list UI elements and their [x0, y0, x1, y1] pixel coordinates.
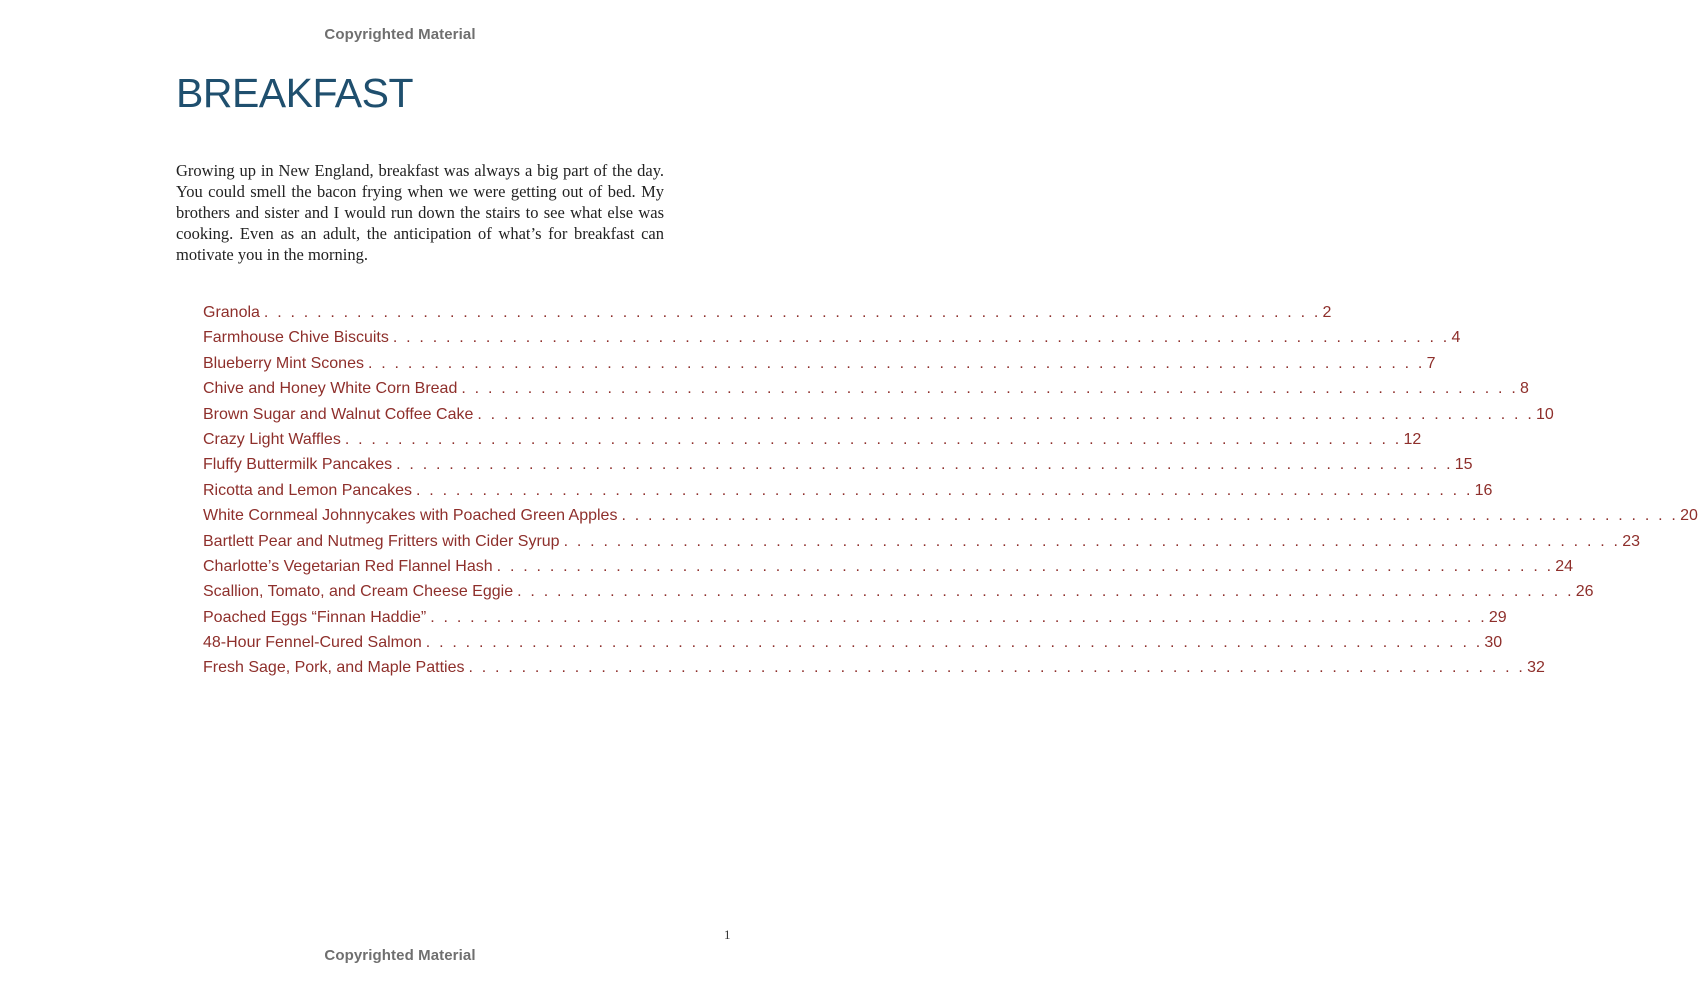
- toc-dot-leader: . . . . . . . . . . . . . . . . . . . . . . . . . . . . . . . . . . . . . . . . . . . . . . . . . . . . . . . . . . . . . . . . . . . . . . . . . . . . . . . .: [621, 507, 1679, 525]
- toc-entry-title: 48-Hour Fennel-Cured Salmon: [203, 634, 422, 652]
- toc-entry[interactable]: [203, 481, 1493, 507]
- toc-entry[interactable]: [203, 405, 1554, 431]
- toc-dot-leader: . . . . . . . . . . . . . . . . . . . . . . . . . . . . . . . . . . . . . . . . . . . . . . . . . . . . . . . . . . . . . . . . . . . . . . . . . . . . . . . .: [396, 456, 1453, 474]
- toc-entry-page: 10: [1535, 405, 1554, 423]
- toc-entry[interactable]: [203, 659, 1545, 684]
- toc-entry[interactable]: [203, 608, 1507, 634]
- toc-entry-title: White Cornmeal Johnnycakes with Poached Green Apples: [203, 507, 618, 525]
- toc-entry-page: 23: [1622, 532, 1640, 550]
- toc-entry-title: Bartlett Pear and Nutmeg Fritters with Cider Syrup: [203, 532, 560, 550]
- toc-entry-page: 29: [1488, 608, 1507, 626]
- recipe-table-of-contents: [203, 304, 1698, 685]
- toc-entry[interactable]: [203, 380, 1529, 405]
- toc-dot-leader: . . . . . . . . . . . . . . . . . . . . . . . . . . . . . . . . . . . . . . . . . . . . . . . . . . . . . . . . . . . . . . . . . . . . . . . . . . . . . . . .: [263, 304, 1321, 321]
- toc-entry-page: 7: [1426, 354, 1436, 372]
- toc-entry-page: 32: [1527, 659, 1545, 677]
- toc-entry-page: 4: [1451, 329, 1461, 347]
- toc-entry[interactable]: [203, 329, 1461, 354]
- toc-entry[interactable]: [203, 430, 1422, 456]
- toc-entry[interactable]: [203, 583, 1594, 608]
- toc-entry-title: Charlotte’s Vegetarian Red Flannel Hash: [203, 557, 493, 575]
- toc-dot-leader: . . . . . . . . . . . . . . . . . . . . . . . . . . . . . . . . . . . . . . . . . . . . . . . . . . . . . . . . . . . . . . . . . . . . . . . . . . . . . . . .: [344, 430, 1402, 448]
- chapter-intro: Growing up in New England, breakfast was always a big part of the day. You could smell the bacon frying when we were getting out of bed. My brothers and sister and I would run down the stairs to see what else was cooking. Even as an adult, the anticipation of what’s for breakfast can motivate you in the morning.: [176, 161, 664, 264]
- toc-entry-page: 2: [1322, 304, 1332, 321]
- toc-entry-page: 24: [1555, 557, 1574, 575]
- toc-dot-leader: . . . . . . . . . . . . . . . . . . . . . . . . . . . . . . . . . . . . . . . . . . . . . . . . . . . . . . . . . . . . . . . . . . . . . . . . . . . . . . . .: [430, 608, 1487, 626]
- toc-entry[interactable]: [203, 557, 1574, 583]
- toc-entry-page: 15: [1454, 456, 1473, 474]
- toc-entry-page: 16: [1474, 481, 1493, 499]
- toc-entry[interactable]: [203, 532, 1640, 558]
- toc-entry[interactable]: [203, 507, 1698, 532]
- toc-entry-page: 8: [1519, 380, 1529, 398]
- toc-entry-page: 20: [1680, 507, 1698, 525]
- toc-entry-title: Crazy Light Waffles: [203, 430, 341, 448]
- page-number: 1: [724, 927, 731, 942]
- toc-entry[interactable]: [203, 456, 1473, 481]
- toc-dot-leader: . . . . . . . . . . . . . . . . . . . . . . . . . . . . . . . . . . . . . . . . . . . . . . . . . . . . . . . . . . . . . . . . . . . . . . . . . . . . . . . .: [496, 557, 1554, 575]
- toc-entry-title: Fresh Sage, Pork, and Maple Patties: [203, 659, 465, 677]
- toc-entry-title: Poached Eggs “Finnan Haddie”: [203, 608, 427, 626]
- toc-dot-leader: . . . . . . . . . . . . . . . . . . . . . . . . . . . . . . . . . . . . . . . . . . . . . . . . . . . . . . . . . . . . . . . . . . . . . . . . . . . . . . . .: [416, 481, 1473, 499]
- toc-entry-title: Brown Sugar and Walnut Coffee Cake: [203, 405, 474, 423]
- toc-entry-page: 12: [1403, 430, 1422, 448]
- toc-entry-title: Farmhouse Chive Biscuits: [203, 329, 389, 347]
- chapter-title: BREAKFAST: [176, 70, 414, 116]
- toc-entry-title: Ricotta and Lemon Pancakes: [203, 481, 413, 499]
- toc-entry[interactable]: [203, 354, 1436, 380]
- toc-dot-leader: . . . . . . . . . . . . . . . . . . . . . . . . . . . . . . . . . . . . . . . . . . . . . . . . . . . . . . . . . . . . . . . . . . . . . . . . . . . . . . . .: [477, 405, 1534, 423]
- copyright-watermark-bottom: Copyrighted Material: [324, 947, 476, 964]
- toc-dot-leader: . . . . . . . . . . . . . . . . . . . . . . . . . . . . . . . . . . . . . . . . . . . . . . . . . . . . . . . . . . . . . . . . . . . . . . . . . . . . . . . .: [392, 329, 1450, 347]
- toc-dot-leader: . . . . . . . . . . . . . . . . . . . . . . . . . . . . . . . . . . . . . . . . . . . . . . . . . . . . . . . . . . . . . . . . . . . . . . . . . . . . . . . .: [425, 634, 1483, 652]
- toc-entry-page: 30: [1484, 634, 1503, 652]
- toc-entry[interactable]: [203, 304, 1332, 329]
- toc-dot-leader: . . . . . . . . . . . . . . . . . . . . . . . . . . . . . . . . . . . . . . . . . . . . . . . . . . . . . . . . . . . . . . . . . . . . . . . . . . . . . . . .: [367, 354, 1425, 372]
- toc-dot-leader: . . . . . . . . . . . . . . . . . . . . . . . . . . . . . . . . . . . . . . . . . . . . . . . . . . . . . . . . . . . . . . . . . . . . . . . . . . . . . . . .: [468, 659, 1526, 677]
- toc-entry-title: Fluffy Buttermilk Pancakes: [203, 456, 393, 474]
- toc-entry-title: Granola: [203, 304, 260, 321]
- toc-dot-leader: . . . . . . . . . . . . . . . . . . . . . . . . . . . . . . . . . . . . . . . . . . . . . . . . . . . . . . . . . . . . . . . . . . . . . . . . . . . . . . . .: [563, 532, 1621, 550]
- toc-entry-page: 26: [1575, 583, 1594, 601]
- toc-dot-leader: . . . . . . . . . . . . . . . . . . . . . . . . . . . . . . . . . . . . . . . . . . . . . . . . . . . . . . . . . . . . . . . . . . . . . . . . . . . . . . . .: [517, 583, 1574, 601]
- toc-dot-leader: . . . . . . . . . . . . . . . . . . . . . . . . . . . . . . . . . . . . . . . . . . . . . . . . . . . . . . . . . . . . . . . . . . . . . . . . . . . . . . . .: [461, 380, 1518, 398]
- toc-entry[interactable]: [203, 634, 1503, 659]
- toc-entry-title: Chive and Honey White Corn Bread: [203, 380, 458, 398]
- copyright-watermark-top: Copyrighted Material: [324, 26, 476, 43]
- toc-entry-title: Scallion, Tomato, and Cream Cheese Eggie: [203, 583, 514, 601]
- toc-entry-title: Blueberry Mint Scones: [203, 354, 364, 372]
